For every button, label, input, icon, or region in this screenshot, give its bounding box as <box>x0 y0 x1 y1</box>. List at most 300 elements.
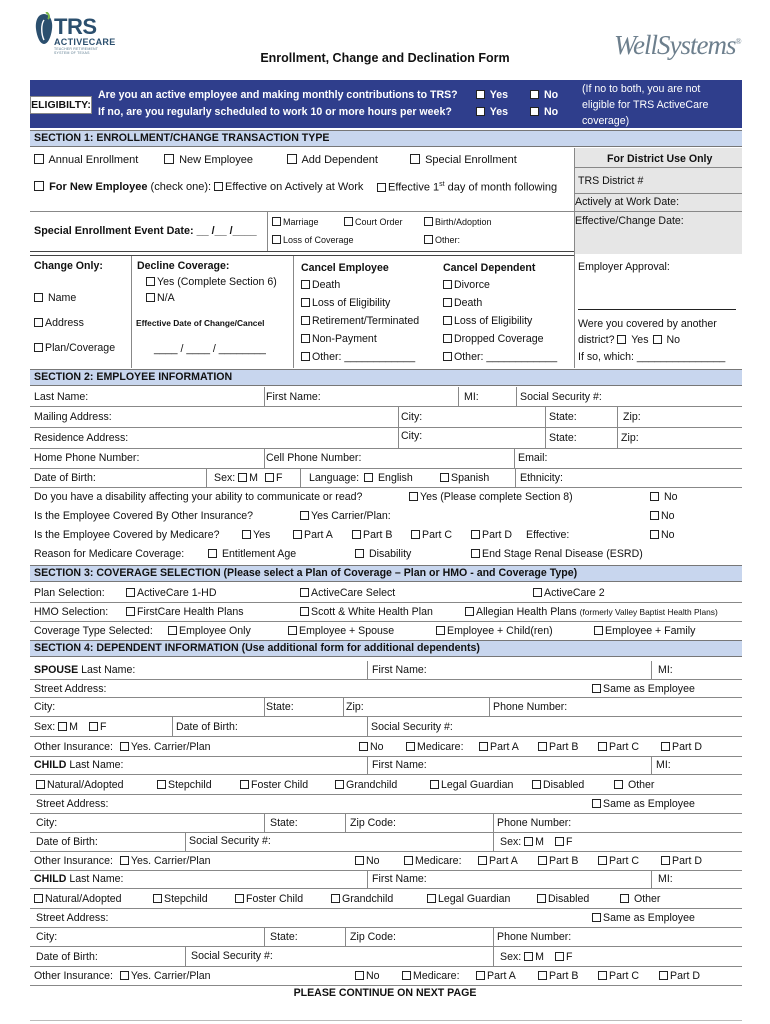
emp-mailing-zip-field[interactable]: Zip: <box>623 411 641 423</box>
for-new-employee-checkbox[interactable] <box>34 181 44 191</box>
label: Address <box>45 317 84 329</box>
child2-other-insurance-row <box>34 970 211 982</box>
child2-sex-f-checkbox[interactable] <box>555 952 564 961</box>
emp-mailing-state-field[interactable]: State: <box>549 411 577 423</box>
label: M <box>249 472 258 484</box>
disability-yes-checkbox[interactable] <box>409 491 573 503</box>
spouse-street-field[interactable]: Street Address: <box>34 683 107 695</box>
child2-sex-row <box>500 951 572 963</box>
child2-ins-no-checkbox[interactable] <box>355 970 380 982</box>
emp-last-name-field[interactable]: Last Name: <box>34 391 89 403</box>
label: Annual Enrollment <box>48 154 139 166</box>
label: No <box>366 970 380 982</box>
child1-part-a-checkbox[interactable] <box>478 855 518 867</box>
scott-white-checkbox[interactable] <box>300 606 433 618</box>
child2-ins-yes-checkbox[interactable] <box>120 971 129 980</box>
marriage-checkbox[interactable] <box>272 217 319 227</box>
child2-dob-field[interactable]: Date of Birth: <box>36 951 98 963</box>
emp-first-name-field[interactable]: First Name: <box>266 391 321 403</box>
section-2-header: SECTION 2: EMPLOYEE INFORMATION <box>30 369 742 386</box>
covered-no-checkbox[interactable] <box>653 335 662 344</box>
child2-disabled-checkbox[interactable] <box>537 893 589 905</box>
label: CHILD <box>34 873 67 885</box>
annual-enrollment-checkbox[interactable] <box>34 154 138 166</box>
child2-foster-checkbox[interactable] <box>235 893 303 905</box>
label: ActiveCare Select <box>311 587 396 599</box>
label: Part C <box>609 855 640 867</box>
label: Disabled <box>548 893 590 905</box>
label: F <box>275 472 283 484</box>
label: Part B <box>549 970 579 982</box>
label: Grandchild <box>346 779 398 791</box>
label: For New Employee <box>49 181 148 193</box>
child1-last-name-field[interactable] <box>34 759 124 771</box>
child2-part-d-checkbox[interactable] <box>659 970 700 982</box>
child2-other-checkbox[interactable] <box>620 893 660 905</box>
registered-mark: ® <box>735 37 741 46</box>
child1-city-field[interactable]: City: <box>36 817 58 829</box>
loss-of-coverage-checkbox[interactable] <box>272 235 354 245</box>
spouse-medicare-checkbox[interactable] <box>406 741 464 753</box>
label: CHILD <box>34 759 67 771</box>
child2-street-field[interactable]: Street Address: <box>36 912 109 924</box>
emp-ethnicity-field[interactable]: Ethnicity: <box>520 472 563 484</box>
label: district? <box>578 334 615 346</box>
medicare-effective-field[interactable]: Effective: <box>526 529 570 541</box>
english-checkbox[interactable] <box>364 473 373 482</box>
cancel-dep-other-checkbox[interactable] <box>443 351 557 363</box>
child2-legal-guardian-checkbox[interactable] <box>427 893 510 905</box>
eligibility-q1-yes[interactable] <box>476 89 508 101</box>
eligibility-q2-no[interactable] <box>530 106 558 118</box>
spouse-zip-field[interactable]: Zip: <box>346 701 364 713</box>
medicare-reason-label: Reason for Medicare Coverage: <box>34 548 185 560</box>
child1-part-b-checkbox[interactable] <box>538 855 578 867</box>
child2-sex-m-checkbox[interactable] <box>524 952 533 961</box>
label: No <box>661 529 675 541</box>
change-plan-coverage-checkbox[interactable] <box>34 342 115 354</box>
label: Part D <box>672 741 703 753</box>
district-use-title: For District Use Only <box>607 153 713 165</box>
sex-m-checkbox[interactable] <box>238 473 247 482</box>
emp-residence-zip-field[interactable]: Zip: <box>621 432 639 444</box>
label: No <box>370 741 384 753</box>
firstcare-checkbox[interactable] <box>126 606 244 618</box>
child2-city-field[interactable]: City: <box>36 931 58 943</box>
emp-dob-field[interactable]: Date of Birth: <box>34 472 96 484</box>
label: Yes (Complete Section 6) <box>157 276 277 288</box>
employee-spouse-checkbox[interactable] <box>288 625 394 637</box>
employee-family-checkbox[interactable] <box>594 625 695 637</box>
label: Part B <box>549 741 579 753</box>
child1-grandchild-checkbox[interactable] <box>335 779 397 791</box>
label: Part A <box>490 741 519 753</box>
special-enrollment-checkbox[interactable] <box>410 154 517 166</box>
medicare-yes-checkbox[interactable] <box>242 529 270 541</box>
label: Non-Payment <box>312 333 377 345</box>
label: M <box>69 721 78 733</box>
label: Sex: <box>34 721 56 733</box>
label: Part C <box>422 529 453 541</box>
other-insurance-yes-checkbox[interactable] <box>300 510 391 522</box>
cancel-emp-nonpayment-checkbox[interactable] <box>301 333 377 345</box>
child1-street-field[interactable]: Street Address: <box>36 798 109 810</box>
label: Stepchild <box>164 893 208 905</box>
child2-part-a-checkbox[interactable] <box>476 970 516 982</box>
child2-phone-field[interactable]: Phone Number: <box>497 931 572 943</box>
label: Part A <box>304 529 333 541</box>
emp-sex-row <box>214 472 282 484</box>
label: Same as Employee <box>603 683 695 695</box>
label: M <box>535 951 544 963</box>
child1-stepchild-checkbox[interactable] <box>157 779 212 791</box>
label: FirstCare Health Plans <box>137 606 244 618</box>
yes-label: Yes <box>489 106 509 118</box>
spouse-sex-m-checkbox[interactable] <box>58 722 67 731</box>
spouse-part-c-checkbox[interactable] <box>598 741 639 753</box>
label: Employee + Child(ren) <box>447 625 553 637</box>
cancel-emp-death-checkbox[interactable] <box>301 279 340 291</box>
label: Effective on Actively at Work <box>225 181 364 193</box>
change-address-checkbox[interactable] <box>34 317 84 329</box>
label: Medicare: <box>415 855 462 867</box>
cancel-dep-dropped-checkbox[interactable] <box>443 333 544 345</box>
label: No <box>661 510 675 522</box>
label: Name <box>47 292 77 304</box>
add-dependent-checkbox[interactable] <box>287 154 378 166</box>
child2-part-c-checkbox[interactable] <box>598 970 639 982</box>
label: Death <box>454 297 483 309</box>
label: Add Dependent <box>301 154 378 166</box>
label: Birth/Adoption <box>435 217 492 227</box>
decline-coverage-label: Decline Coverage: <box>137 260 230 272</box>
label: Legal Guardian <box>441 779 514 791</box>
label: st <box>439 181 445 188</box>
which-district-field[interactable]: If so, which: _______________ <box>578 351 726 363</box>
label: Legal Guardian <box>438 893 511 905</box>
label: M <box>535 836 544 848</box>
wellsystems-logo <box>614 30 741 61</box>
child1-legal-guardian-checkbox[interactable] <box>430 779 513 791</box>
label: Death <box>312 279 341 291</box>
child1-natural-checkbox[interactable] <box>36 779 124 791</box>
emp-residence-state-field[interactable]: State: <box>549 432 577 444</box>
label: Court Order <box>355 217 403 227</box>
label: ActiveCare 1-HD <box>137 587 217 599</box>
label: Foster Child <box>246 893 304 905</box>
label: Other Insurance: <box>34 855 113 867</box>
section-3-header: SECTION 3: COVERAGE SELECTION (Please select a Plan of Coverage – Plan or HMO - and Coverage Type) <box>30 565 742 582</box>
emp-mailing-city-field[interactable]: City: <box>401 411 423 423</box>
label: Yes <box>631 334 649 346</box>
label: Part C <box>609 970 640 982</box>
label: Grandchild <box>342 893 394 905</box>
decline-yes-checkbox[interactable] <box>146 276 277 288</box>
label: Disabled <box>543 779 585 791</box>
emp-home-phone-field[interactable]: Home Phone Number: <box>34 452 140 464</box>
spouse-last-name-field[interactable] <box>34 664 135 676</box>
spouse-mi-field[interactable]: MI: <box>658 664 673 676</box>
label: (formerly Valley Baptist Health Plans) <box>579 607 718 617</box>
spouse-state-field[interactable]: State: <box>266 701 294 713</box>
trs-district-field[interactable]: TRS District # <box>578 175 644 187</box>
covered-another-district-question: Were you covered by another <box>578 318 717 330</box>
emp-email-field[interactable]: Email: <box>518 452 548 464</box>
label: Retirement/Terminated <box>312 315 420 327</box>
label: Other Insurance: <box>34 741 113 753</box>
effective-first-day-checkbox[interactable] <box>377 181 557 194</box>
child1-foster-checkbox[interactable] <box>240 779 308 791</box>
child1-same-as-employee-checkbox[interactable] <box>592 798 695 810</box>
eligibility-question-2: If no, are you regularly scheduled to work 10 or more hours per week? <box>98 106 452 118</box>
label: Stepchild <box>168 779 212 791</box>
cancel-emp-loss-checkbox[interactable] <box>301 297 390 309</box>
child2-grandchild-checkbox[interactable] <box>331 893 393 905</box>
spouse-sex-f-checkbox[interactable] <box>89 722 98 731</box>
activecare-1hd-checkbox[interactable] <box>126 587 216 599</box>
label: Entitlement Age <box>221 548 297 560</box>
court-order-checkbox[interactable] <box>344 217 403 227</box>
child1-other-checkbox[interactable] <box>614 779 654 791</box>
label: English <box>377 472 413 484</box>
apple-leaf-icon <box>34 12 54 46</box>
label: Foster Child <box>251 779 309 791</box>
child2-ssn-field[interactable]: Social Security #: <box>191 950 273 962</box>
child1-sex-m-checkbox[interactable] <box>524 837 533 846</box>
eligibility-q2-yes[interactable] <box>476 106 508 118</box>
cancel-dep-loss-checkbox[interactable] <box>443 315 532 327</box>
label: Part D <box>672 855 703 867</box>
spouse-part-d-checkbox[interactable] <box>661 741 702 753</box>
spouse-sex-row <box>34 721 106 733</box>
medicare-part-b-checkbox[interactable] <box>352 529 392 541</box>
label: Loss of Eligibility <box>454 315 533 327</box>
yes-label: Yes <box>489 89 509 101</box>
child2-medicare-checkbox[interactable] <box>402 970 460 982</box>
spanish-checkbox[interactable] <box>440 472 489 484</box>
label: Effective 1 <box>388 181 440 194</box>
label: Employee Only <box>179 625 251 637</box>
employee-only-checkbox[interactable] <box>168 625 251 637</box>
child2-zip-field[interactable]: Zip Code: <box>350 931 396 943</box>
spouse-part-a-checkbox[interactable] <box>479 741 519 753</box>
trs-logo-tagline: TEACHER RETIREMENT SYSTEM OF TEXAS <box>54 47 98 55</box>
label: Employee + Family <box>605 625 696 637</box>
label: ActiveCare 2 <box>544 587 605 599</box>
other-insurance-question: Is the Employee Covered By Other Insurance? <box>34 510 254 522</box>
label: Part C <box>609 741 640 753</box>
label: Spanish <box>451 472 490 484</box>
emp-residence-address-field[interactable]: Residence Address: <box>34 432 129 444</box>
child1-phone-field[interactable]: Phone Number: <box>497 817 572 829</box>
label: Yes <box>253 529 271 541</box>
hmo-selection-label: HMO Selection: <box>34 606 109 618</box>
label: N/A <box>157 292 175 304</box>
other-insurance-no-checkbox[interactable] <box>650 510 675 522</box>
sex-f-checkbox[interactable] <box>265 473 274 482</box>
cancel-emp-retirement-checkbox[interactable] <box>301 315 419 327</box>
spouse-first-name-field[interactable]: First Name: <box>372 664 427 676</box>
label: Part A <box>487 970 516 982</box>
label: Other: <box>435 235 461 245</box>
medicare-part-d-checkbox[interactable] <box>471 529 512 541</box>
cancel-dep-divorce-checkbox[interactable] <box>443 279 490 291</box>
covered-yes-checkbox[interactable] <box>617 335 626 344</box>
change-only-label: Change Only: <box>34 260 103 272</box>
medicare-part-c-checkbox[interactable] <box>411 529 452 541</box>
label: Disability <box>368 548 412 560</box>
label: Yes. Carrier/Plan <box>130 741 211 753</box>
label: End Stage Renal Disease (ESRD) <box>482 548 643 560</box>
child2-first-name-field[interactable]: First Name: <box>372 873 427 885</box>
label: Natural/Adopted <box>47 779 124 791</box>
label: Dropped Coverage <box>454 333 544 345</box>
emp-mailing-address-field[interactable]: Mailing Address: <box>34 411 112 423</box>
child2-stepchild-checkbox[interactable] <box>153 893 208 905</box>
child1-ins-yes-checkbox[interactable] <box>120 856 129 865</box>
child2-state-field[interactable]: State: <box>270 931 298 943</box>
no-label: No <box>543 89 559 101</box>
emp-residence-city-field[interactable]: City: <box>401 430 423 442</box>
label: Divorce <box>454 279 490 291</box>
label: Other: ____________ <box>312 351 416 363</box>
child1-medicare-checkbox[interactable] <box>404 855 462 867</box>
no-label: No <box>543 106 559 118</box>
label: Employee + Spouse <box>299 625 395 637</box>
label: Part D <box>670 970 701 982</box>
child2-natural-checkbox[interactable] <box>34 893 122 905</box>
emp-mi-field[interactable]: MI: <box>464 391 479 403</box>
eligibility-question-1: Are you an active employee and making monthly contributions to TRS? <box>98 89 458 101</box>
child1-disabled-checkbox[interactable] <box>532 779 584 791</box>
label: Last Name: <box>81 664 136 676</box>
birth-adoption-checkbox[interactable] <box>424 217 492 227</box>
new-employee-checkbox[interactable] <box>164 154 253 166</box>
medicare-no-checkbox[interactable] <box>650 529 675 541</box>
label: Sex: <box>214 472 236 484</box>
child1-sex-f-checkbox[interactable] <box>555 837 564 846</box>
child1-part-d-checkbox[interactable] <box>661 855 702 867</box>
other-event-checkbox[interactable] <box>424 235 460 245</box>
child1-mi-field[interactable]: MI: <box>656 759 671 771</box>
label: Yes. Carrier/Plan <box>130 970 211 982</box>
spouse-part-b-checkbox[interactable] <box>538 741 578 753</box>
for-new-employee-row <box>34 181 211 193</box>
cancel-emp-other-checkbox[interactable] <box>301 351 415 363</box>
label: Yes Carrier/Plan: <box>311 510 391 522</box>
cancel-employee-label: Cancel Employee <box>301 262 389 274</box>
decline-na-checkbox[interactable] <box>146 292 175 304</box>
label: Marriage <box>283 217 319 227</box>
label: Yes (Please complete Section 8) <box>420 491 573 503</box>
spouse-phone-field[interactable]: Phone Number: <box>493 701 568 713</box>
spouse-ins-yes-checkbox[interactable] <box>120 742 129 751</box>
label: No <box>666 334 681 346</box>
esrd-checkbox[interactable] <box>471 548 643 560</box>
eligibility-label: ELIGIBILTY: <box>30 96 92 114</box>
allegian-checkbox[interactable] <box>465 606 718 618</box>
label: Part B <box>363 529 393 541</box>
label: Special Enrollment <box>425 154 517 166</box>
disability-question: Do you have a disability affecting your ability to communicate or read? <box>34 491 363 503</box>
continue-next-page: PLEASE CONTINUE ON NEXT PAGE <box>293 987 477 999</box>
label: No <box>366 855 380 867</box>
covered-another-district-answer <box>578 334 680 346</box>
child1-sex-row <box>500 836 572 848</box>
label: New Employee <box>179 154 254 166</box>
child2-last-name-field[interactable] <box>34 873 124 885</box>
disability-no-checkbox[interactable] <box>650 491 678 503</box>
medicare-question: Is the Employee Covered by Medicare? <box>34 529 220 541</box>
entitlement-age-checkbox[interactable] <box>208 548 296 560</box>
child1-state-field[interactable]: State: <box>270 817 298 829</box>
label: Last Name: <box>69 759 124 771</box>
spouse-same-as-employee-checkbox[interactable] <box>592 683 695 695</box>
label: (check one): <box>150 181 212 193</box>
label: Sex: <box>500 951 522 963</box>
activecare-select-checkbox[interactable] <box>300 587 395 599</box>
section-1-header: SECTION 1: ENROLLMENT/CHANGE TRANSACTION TYPE <box>30 130 742 147</box>
cancel-dep-death-checkbox[interactable] <box>443 297 482 309</box>
employee-children-checkbox[interactable] <box>436 625 553 637</box>
special-event-date[interactable]: Special Enrollment Event Date: __ /__ /____ <box>34 225 257 237</box>
employer-approval-field[interactable]: Employer Approval: <box>578 261 670 273</box>
activecare-2-checkbox[interactable] <box>533 587 605 599</box>
child2-part-b-checkbox[interactable] <box>538 970 578 982</box>
label: No <box>663 491 678 503</box>
label: Other <box>627 779 655 791</box>
child1-part-c-checkbox[interactable] <box>598 855 639 867</box>
emp-cell-phone-field[interactable]: Cell Phone Number: <box>266 452 362 464</box>
effective-date-change-label: Effective Date of Change/Cancel <box>136 318 265 328</box>
child1-dob-field[interactable]: Date of Birth: <box>36 836 98 848</box>
disability-reason-checkbox[interactable] <box>355 548 411 560</box>
child1-first-name-field[interactable]: First Name: <box>372 759 427 771</box>
spouse-ssn-field[interactable]: Social Security #: <box>371 721 453 733</box>
medicare-part-a-checkbox[interactable] <box>293 529 333 541</box>
child1-other-insurance-row <box>34 855 211 867</box>
eligibility-q1-no[interactable] <box>530 89 558 101</box>
change-name-checkbox[interactable] <box>34 292 76 304</box>
label: F <box>99 721 107 733</box>
label: Natural/Adopted <box>45 893 122 905</box>
label: F <box>565 951 573 963</box>
emp-ssn-field[interactable]: Social Security #: <box>520 391 602 403</box>
effective-actively-at-work-checkbox[interactable] <box>214 181 363 193</box>
plan-selection-label: Plan Selection: <box>34 587 105 599</box>
trs-activecare-logo <box>34 12 114 54</box>
child1-zip-field[interactable]: Zip Code: <box>350 817 396 829</box>
spouse-other-insurance-row <box>34 741 211 753</box>
label: Plan/Coverage <box>45 342 116 354</box>
child2-mi-field[interactable]: MI: <box>658 873 673 885</box>
effective-date-change-field[interactable]: ____ / ____ / ________ <box>154 343 266 355</box>
wellsystems-logo-text: WellSystems <box>614 30 736 60</box>
effective-change-date-field[interactable]: Effective/Change Date: <box>575 215 684 227</box>
child1-ssn-field[interactable]: Social Security #: <box>189 835 271 847</box>
spouse-dob-field[interactable]: Date of Birth: <box>176 721 238 733</box>
actively-at-work-date-field[interactable]: Actively at Work Date: <box>575 196 680 208</box>
child1-ins-no-checkbox[interactable] <box>355 855 380 867</box>
spouse-city-field[interactable]: City: <box>34 701 56 713</box>
label: Allegian Health Plans <box>476 606 577 618</box>
child2-same-as-employee-checkbox[interactable] <box>592 912 695 924</box>
eligibility-bar <box>30 80 576 128</box>
label: Language: <box>309 472 360 484</box>
label: Medicare: <box>417 741 464 753</box>
spouse-ins-no-checkbox[interactable] <box>359 741 384 753</box>
eligibility-note: (If no to both, you are not eligible for TRS ActiveCare coverage) <box>576 80 742 128</box>
